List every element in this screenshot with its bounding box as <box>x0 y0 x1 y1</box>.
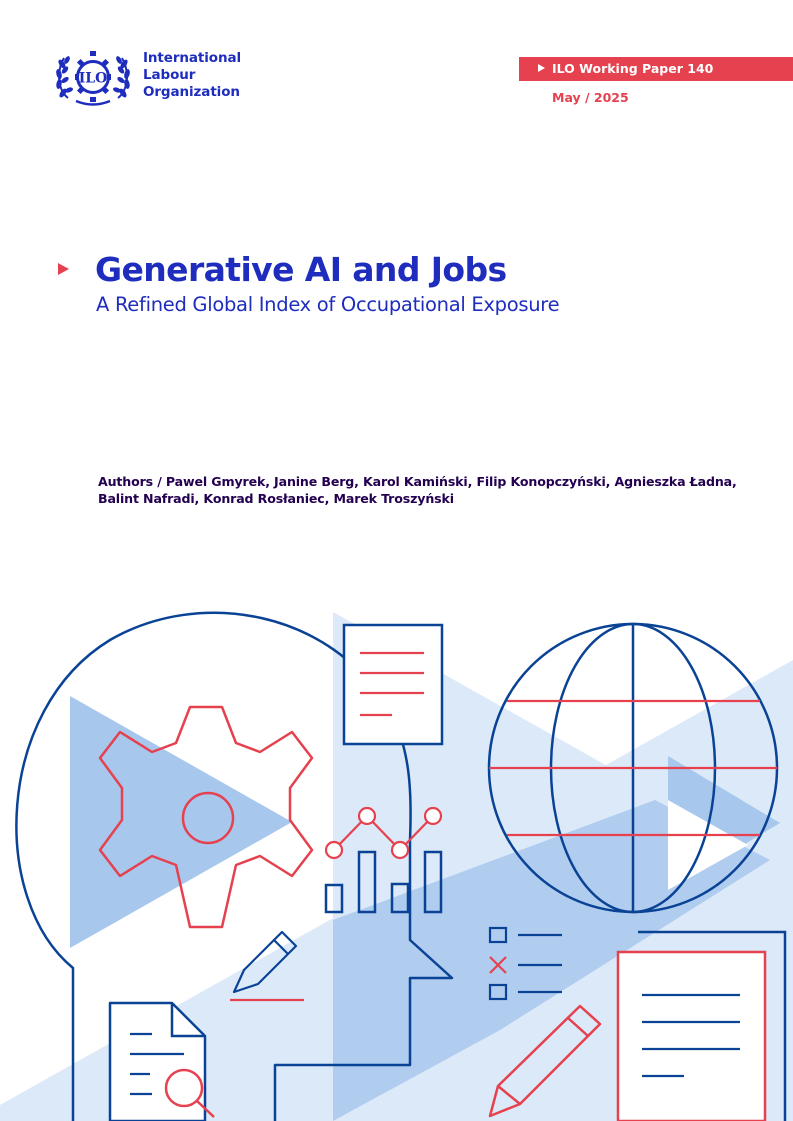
logo-lettering: ILO <box>78 70 108 87</box>
document-icon-top <box>344 625 442 744</box>
page-title: Generative AI and Jobs <box>95 250 507 289</box>
publication-date: May / 2025 <box>552 90 629 105</box>
blue-triangle-left <box>70 696 292 948</box>
play-triangle-icon <box>538 64 545 72</box>
organization-name-line-1: International <box>143 50 242 66</box>
ilo-logo <box>54 44 132 110</box>
organization-name-line-2: Labour <box>143 67 196 83</box>
organization-name-line-3: Organization <box>143 84 240 100</box>
page-subtitle: A Refined Global Index of Occupational Exposure <box>96 293 560 316</box>
series-banner <box>519 57 793 81</box>
series-label: ILO Working Paper 140 <box>552 61 714 76</box>
document-icon-large <box>618 952 765 1121</box>
title-marker-triangle-icon <box>58 263 69 275</box>
cover-illustration <box>0 560 793 1121</box>
authors-list: Authors / Pawel Gmyrek, Janine Berg, Karol Kamiński, Filip Konopczyński, Agnieszka Ładna, Balint Nafradi, Konrad Rosłaniec, Marek Troszyński <box>98 474 737 506</box>
organization-name <box>143 50 241 101</box>
